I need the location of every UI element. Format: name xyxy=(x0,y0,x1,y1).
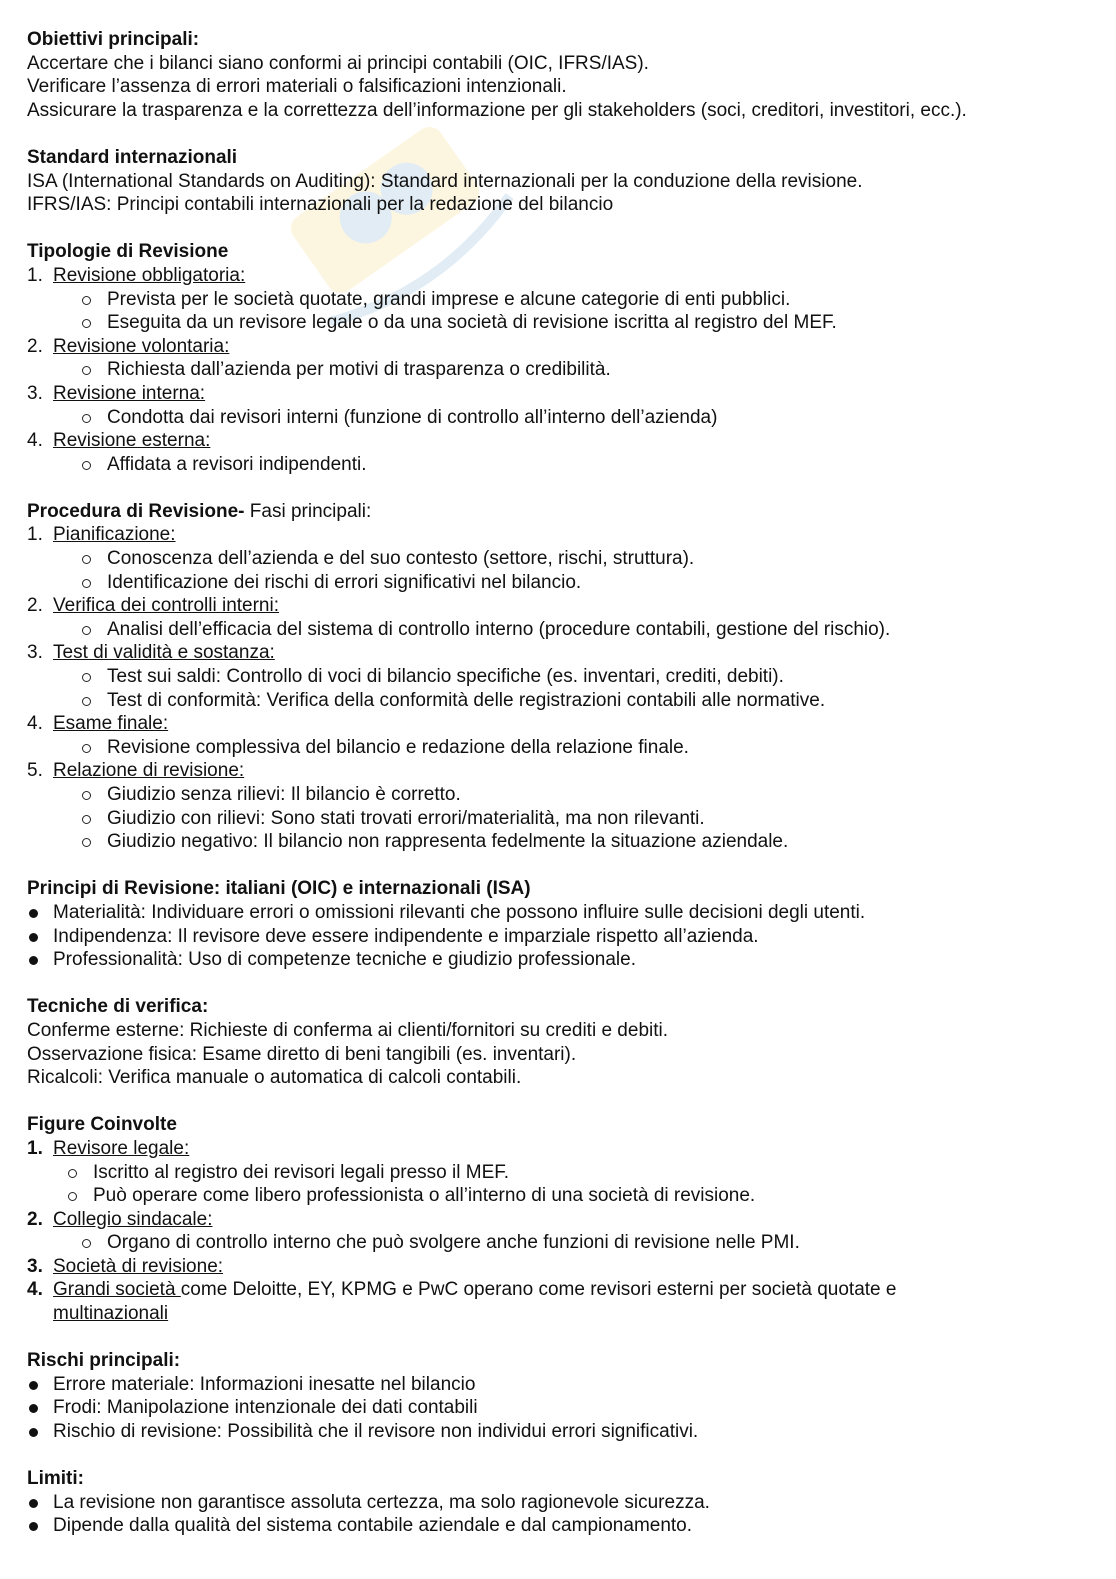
sub-item: Test di conformità: Verifica della conformità delle registrazioni contabili alle normative. xyxy=(27,689,1087,713)
section-heading: Figure Coinvolte xyxy=(27,1114,177,1136)
section-heading: Principi di Revisione: italiani (OIC) e internazionali (ISA) xyxy=(27,878,531,900)
numbered-item xyxy=(27,1255,1087,1279)
section-figure xyxy=(27,1113,1087,1325)
text-line: Verificare l’assenza di errori materiali o falsificazioni intenzionali. xyxy=(27,76,567,98)
item-number: 2. xyxy=(27,1208,43,1230)
sub-item: Eseguita da un revisore legale o da una società di revisione iscritta al registro del MEF. xyxy=(27,311,1087,335)
numbered-item xyxy=(27,335,1087,359)
item-title: Esame finale: xyxy=(53,713,169,735)
text-line: Osservazione fisica: Esame diretto di beni tangibili (es. inventari). xyxy=(27,1043,577,1065)
bullet-item: Materialità: Individuare errori o omissioni rilevanti che possono influire sulle decisioni degli utenti. xyxy=(27,901,1087,925)
item-title: Revisione esterna: xyxy=(53,430,211,452)
item-title: Società di revisione: xyxy=(53,1255,224,1277)
section-principi xyxy=(27,877,1087,971)
sub-item: Prevista per le società quotate, grandi imprese e alcune categorie di enti pubblici. xyxy=(27,288,1087,312)
text-line: Accertare che i bilanci siano conformi ai principi contabili (OIC, IFRS/IAS). xyxy=(27,52,649,74)
text-line: ISA (International Standards on Auditing): Standard internazionali per la conduzione della revisione. xyxy=(27,170,863,192)
text-line: Conferme esterne: Richieste di conferma ai clienti/fornitori su crediti e debiti. xyxy=(27,1019,669,1041)
section-heading-row xyxy=(27,500,1087,524)
item-title: Verifica dei controlli interni: xyxy=(53,595,279,617)
sub-item: Condotta dai revisori interni (funzione di controllo all’interno dell’azienda) xyxy=(27,406,1087,430)
text-line: Ricalcoli: Verifica manuale o automatica di calcoli contabili. xyxy=(27,1067,522,1089)
sub-item: Può operare come libero professionista o all’interno di una società di revisione. xyxy=(27,1184,1087,1208)
section-tipologie xyxy=(27,240,1087,476)
text-line: Assicurare la trasparenza e la correttezza dell’informazione per gli stakeholders (soci, creditori, investitori, ecc.). xyxy=(27,99,967,121)
section-rischi xyxy=(27,1349,1087,1443)
bullet-item: Dipende dalla qualità del sistema contabile aziendale e dal campionamento. xyxy=(27,1514,1087,1538)
item-title: Revisione obbligatoria: xyxy=(53,264,246,286)
numbered-item xyxy=(27,641,1087,665)
item-number: 4. xyxy=(27,430,43,452)
item-title: Revisione volontaria: xyxy=(53,335,230,357)
bullet-item: Errore materiale: Informazioni inesatte nel bilancio xyxy=(27,1373,1087,1397)
section-heading: Standard internazionali xyxy=(27,146,238,168)
item-number: 1. xyxy=(27,264,43,286)
item-number: 2. xyxy=(27,595,43,617)
sub-item: Giudizio senza rilievi: Il bilancio è corretto. xyxy=(27,783,1087,807)
item-number: 1. xyxy=(27,1137,43,1159)
numbered-item xyxy=(27,523,1087,547)
sub-item: Iscritto al registro dei revisori legali presso il MEF. xyxy=(27,1161,1087,1185)
section-standard xyxy=(27,146,1087,217)
item-title: Revisione interna: xyxy=(53,382,206,404)
document-page xyxy=(27,28,1087,1562)
sub-item: Test sui saldi: Controllo di voci di bilancio specifiche (es. inventari, crediti, debiti). xyxy=(27,665,1087,689)
section-heading: Limiti: xyxy=(27,1468,84,1490)
sub-item: Richiesta dall’azienda per motivi di trasparenza o credibilità. xyxy=(27,358,1087,382)
sub-item: Analisi dell’efficacia del sistema di controllo interno (procedure contabili, gestione del rischio). xyxy=(27,618,1087,642)
item-title: Revisore legale: xyxy=(53,1137,190,1159)
item-line xyxy=(53,1302,1087,1326)
item-number: 3. xyxy=(27,382,43,404)
item-title: Relazione di revisione: xyxy=(53,760,245,782)
numbered-item xyxy=(27,429,1087,453)
item-title: Test di validità e sostanza: xyxy=(53,642,275,664)
section-tecniche xyxy=(27,995,1087,1089)
section-procedura xyxy=(27,500,1087,854)
section-heading: Rischi principali: xyxy=(27,1350,181,1372)
numbered-item xyxy=(27,1278,1087,1325)
item-number: 2. xyxy=(27,335,43,357)
numbered-item xyxy=(27,264,1087,288)
heading-suffix: Fasi principali: xyxy=(244,500,372,522)
item-number: 3. xyxy=(27,1255,43,1277)
bullet-item: Professionalità: Uso di competenze tecniche e giudizio professionale. xyxy=(27,948,1087,972)
text-line: IFRS/IAS: Principi contabili internazionali per la redazione del bilancio xyxy=(27,194,614,216)
section-heading: Obiettivi principali: xyxy=(27,29,200,50)
item-text: come Deloitte, EY, KPMG e PwC operano come revisori esterni per società quotate e xyxy=(180,1279,897,1301)
item-number: 1. xyxy=(27,524,43,546)
item-title: Grandi società xyxy=(53,1279,181,1301)
numbered-item xyxy=(27,1208,1087,1232)
section-heading: Tecniche di verifica: xyxy=(27,996,209,1018)
item-number: 3. xyxy=(27,642,43,664)
item-line xyxy=(53,1278,1087,1302)
numbered-item xyxy=(27,759,1087,783)
section-limiti xyxy=(27,1467,1087,1538)
numbered-item xyxy=(27,1137,1087,1161)
numbered-item xyxy=(27,594,1087,618)
bullet-item: Frodi: Manipolazione intenzionale dei dati contabili xyxy=(27,1396,1087,1420)
item-title: multinazionali xyxy=(53,1303,169,1325)
bullet-item: Rischio di revisione: Possibilità che il revisore non individui errori significativi. xyxy=(27,1420,1087,1444)
bullet-item: Indipendenza: Il revisore deve essere indipendente e imparziale rispetto all’azienda. xyxy=(27,925,1087,949)
item-number: 4. xyxy=(27,1279,43,1301)
numbered-item xyxy=(27,712,1087,736)
section-obiettivi xyxy=(27,28,1087,122)
bullet-item: La revisione non garantisce assoluta certezza, ma solo ragionevole sicurezza. xyxy=(27,1491,1087,1515)
sub-item: Giudizio con rilievi: Sono stati trovati errori/materialità, ma non rilevanti. xyxy=(27,807,1087,831)
sub-item: Giudizio negativo: Il bilancio non rappresenta fedelmente la situazione aziendale. xyxy=(27,830,1087,854)
numbered-item xyxy=(27,382,1087,406)
item-number: 5. xyxy=(27,760,43,782)
section-heading: Tipologie di Revisione xyxy=(27,241,229,263)
item-title: Collegio sindacale: xyxy=(53,1208,213,1230)
section-heading: Procedura di Revisione- xyxy=(27,500,245,522)
sub-item: Conoscenza dell’azienda e del suo contesto (settore, rischi, struttura). xyxy=(27,547,1087,571)
sub-item: Revisione complessiva del bilancio e redazione della relazione finale. xyxy=(27,736,1087,760)
sub-item: Organo di controllo interno che può svolgere anche funzioni di revisione nelle PMI. xyxy=(27,1231,1087,1255)
sub-item: Identificazione dei rischi di errori significativi nel bilancio. xyxy=(27,571,1087,595)
sub-item: Affidata a revisori indipendenti. xyxy=(27,453,1087,477)
item-title: Pianificazione: xyxy=(53,524,176,546)
item-number: 4. xyxy=(27,713,43,735)
